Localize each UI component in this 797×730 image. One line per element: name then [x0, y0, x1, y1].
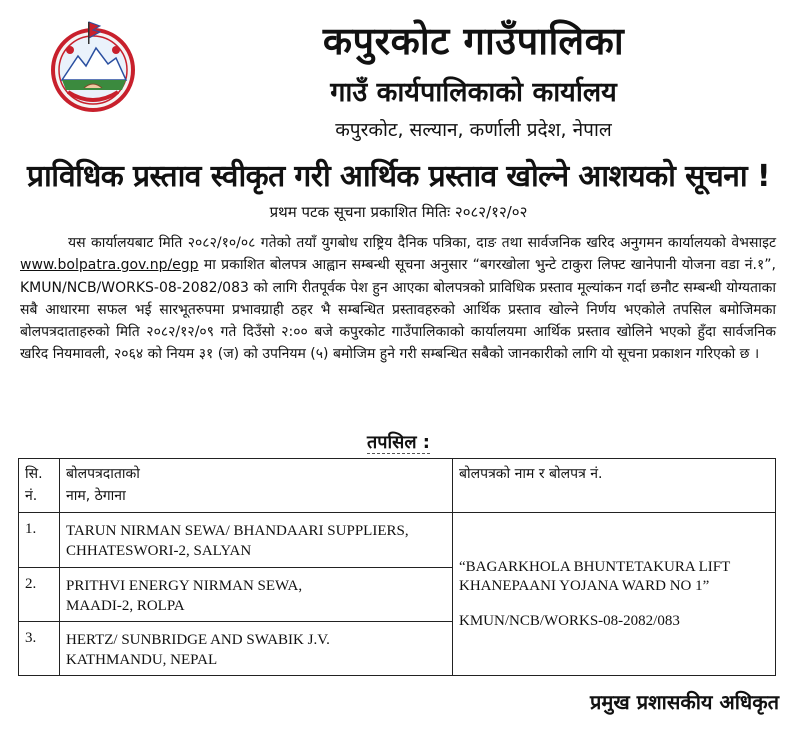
col-project-header: बोलपत्रको नाम र बोलपत्र नं. — [453, 459, 776, 513]
row-sn: 2. — [19, 567, 60, 621]
row-sn: 1. — [19, 513, 60, 567]
row-bidder: PRITHVI ENERGY NIRMAN SEWA, MAADI-2, ROLPA — [60, 567, 453, 621]
government-emblem-logo — [48, 18, 138, 114]
office-address: कपुरकोट, सल्यान, कर्णाली प्रदेश, नेपाल — [335, 119, 612, 141]
row-bidder: HERTZ/ SUNBRIDGE AND SWABIK J.V. KATHMANDU, NEPAL — [60, 621, 453, 675]
notice-body-part2: मा प्रकाशित बोलपत्र आह्वान सम्बन्धी सूचना अनुसार “बगरखोला भुन्टे टाकुरा लिफ्ट खानेपानी योजना वडा नं.१”, KMUN/NCB/WORKS-08-2082/083 को लागि रीतपूर्वक पेश हुन आएका बोलपत्रको प्राविधिक प्रस्ताव मूल्यांकन गर्दा छनौट सम्बन्धी योग्यताका सबै आधारमा सफल भई सारभूतरुपमा प्रभावग्राही ठहर भै सम्बन्धित प्रस्तावहरुको आर्थिक प्रस्ताव खोल्ने निर्णय भएकोले तपसिल बमोजिमका बोलपत्रदाताहरुको मिति २०८२/१२/०९ गते दिउँसो २:०० बजे कपुरकोट गाउँपालिकाको कार्यालयमा आर्थिक प्रस्ताव खोलिने भएको हुँदा सार्वजनिक खरिद नियमावली, २०६४ को नियम ३१ (ज) को उपनियम (५) बमोजिम हुने गरी सम्बन्धित सबैको जानकारीको लागि यो सूचना प्रकाशन गरिएको छ । — [20, 257, 776, 363]
section-title: तपसिल : — [367, 432, 430, 453]
office-title: गाउँ कार्यपालिकाको कार्यालय — [330, 77, 617, 108]
project-name: “BAGARKHOLA BHUNTETAKURA LIFT KHANEPAANI YOJANA WARD NO 1” — [459, 558, 731, 594]
publication-date: प्रथम पटक सूचना प्रकाशित मितिः २०८२/१२/०२ — [269, 203, 528, 221]
notice-headline: प्राविधिक प्रस्ताव स्वीकृत गरी आर्थिक प्रस्ताव खोल्ने आशयको सूचना ! — [26, 159, 771, 194]
notice-body-part1: यस कार्यालयबाट मिति २०८२/१०/०८ गतेको तयाँ युगबोध राष्ट्रिय दैनिक पत्रिका, दाङ तथा सार्वजनिक खरिद अनुगमन कार्यालयको वेभसाइट — [68, 235, 776, 251]
bolpatra-link[interactable]: www.bolpatra.gov.np/egp — [20, 257, 199, 274]
signatory-title: प्रमुख प्रशासकीय अधिकृत — [590, 690, 779, 714]
table-row — [19, 513, 776, 567]
col-sn-header: सि. नं. — [19, 459, 60, 513]
project-cell — [453, 513, 776, 676]
row-bidder: TARUN NIRMAN SEWA/ BHANDAARI SUPPLIERS, CHHATESWORI-2, SALYAN — [60, 513, 453, 567]
notice-body — [20, 232, 776, 366]
municipality-title: कपुरकोट गाउँपालिका — [322, 19, 625, 63]
col-bidder-header: बोलपत्रदाताको नाम, ठेगाना — [60, 459, 453, 513]
bidder-table — [18, 458, 776, 676]
project-number: KMUN/NCB/WORKS-08-2082/083 — [459, 612, 680, 629]
table-header-row — [19, 459, 776, 513]
row-sn: 3. — [19, 621, 60, 675]
